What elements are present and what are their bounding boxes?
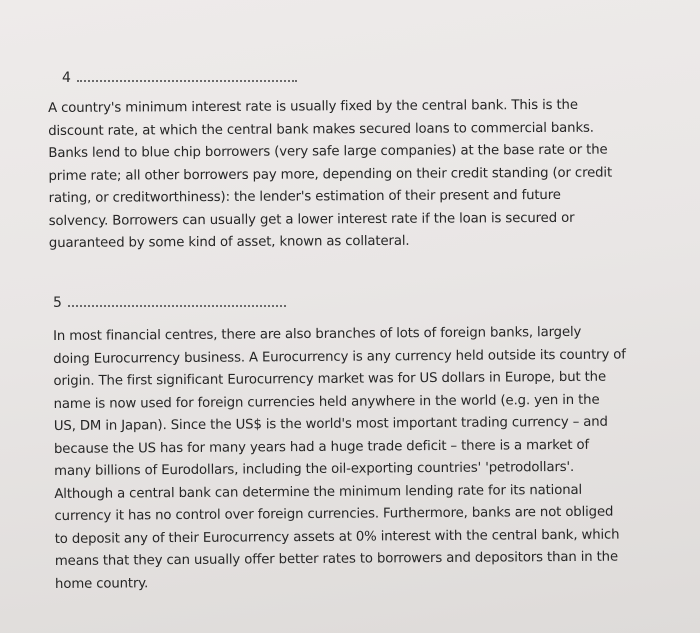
section-5-number: 5 <box>53 295 62 311</box>
section-4-paragraph <box>48 95 612 256</box>
paragraph-line: to deposit any of their Eurocurrency assets at 0% interest with the central bank, which <box>54 527 620 547</box>
section-4-number: 4 <box>62 70 71 86</box>
section-5-title-blank[interactable] <box>68 305 286 307</box>
paragraph-line: means that they can usually offer better rates to borrowers and depositors than in the <box>54 549 619 569</box>
section-4-heading <box>62 70 297 86</box>
paragraph-line: discount rate, at which the central bank makes secured loans to commercial banks. <box>48 120 594 139</box>
paragraph-line: because the US has for many years had a huge trade deficit – there is a market of <box>53 437 590 457</box>
paragraph-line: Banks lend to blue chip borrowers (very safe large companies) at the base rate or the <box>48 142 608 161</box>
paragraph-line: name is now used for foreign currencies held anywhere in the world (e.g. yen in the <box>53 392 600 412</box>
paragraph-line: doing Eurocurrency business. A Eurocurrency is any currency held outside its country of <box>53 347 626 367</box>
paragraph-line: US, DM in Japan). Since the US$ is the world's most important trading currency – and <box>53 414 608 434</box>
paragraph-line: currency it has no control over foreign currencies. Furthermore, banks are not obliged <box>54 504 614 524</box>
section-5-heading <box>53 295 286 311</box>
section-4-title-blank[interactable] <box>77 80 297 82</box>
paragraph-line: rating, or creditworthiness): the lender's estimation of their present and future <box>48 187 561 206</box>
paragraph-line: prime rate; all other borrowers pay more, depending on their credit standing (or credit <box>48 165 613 184</box>
paragraph-line: home country. <box>54 575 149 592</box>
paragraph-line: origin. The first significant Eurocurrency market was for US dollars in Europe, but the <box>53 369 607 389</box>
paragraph-line: A country's minimum interest rate is usually fixed by the central bank. This is the <box>48 97 578 116</box>
paragraph-line: guaranteed by some kind of asset, known as collateral. <box>48 233 410 251</box>
paragraph-line: Although a central bank can determine the minimum lending rate for its national <box>54 482 583 502</box>
paragraph-line: In most financial centres, there are also branches of lots of foreign banks, largely <box>53 324 582 344</box>
paragraph-line: many billions of Eurodollars, including the oil-exporting countries' 'petrodollars'. <box>54 459 575 479</box>
section-5-paragraph <box>53 322 628 596</box>
paragraph-line: solvency. Borrowers can usually get a lower interest rate if the loan is secured or <box>48 210 575 229</box>
